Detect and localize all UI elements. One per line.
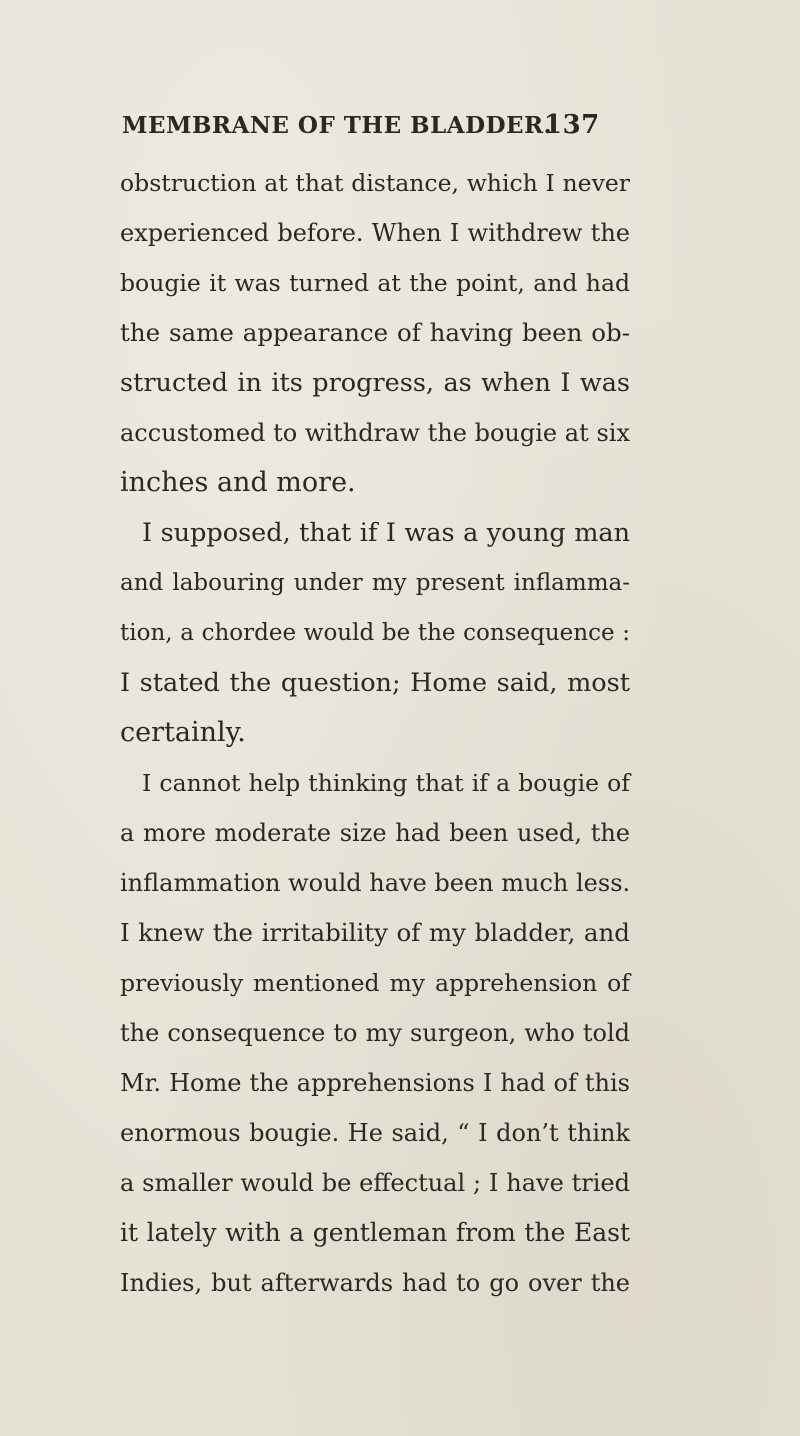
text-line: Mr. Home the apprehensions I had of this <box>120 1069 630 1097</box>
running-head <box>122 112 642 148</box>
running-title: MEMBRANE OF THE BLADDER. <box>122 112 553 139</box>
text-line: certainly. <box>120 717 246 748</box>
page-number: 137 <box>544 110 600 140</box>
text-line: enormous bougie. He said, “ I don’t think <box>120 1119 630 1147</box>
text-line: a smaller would be effectual ; I have tried <box>120 1169 630 1197</box>
text-line: I knew the irritability of my bladder, and <box>120 918 630 947</box>
text-line: structed in its progress, as when I was <box>120 368 630 398</box>
text-line: tion, a chordee would be the consequence : <box>120 620 630 646</box>
text-line: a more moderate size had been used, the <box>120 819 630 847</box>
text-line: and labouring under my present inflamma- <box>120 570 630 596</box>
text-line: obstruction at that distance, which I never <box>120 169 630 197</box>
text-line: inches and more. <box>120 467 356 498</box>
text-line: it lately with a gentleman from the East <box>120 1218 630 1247</box>
text-line: I stated the question; Home said, most <box>120 668 630 698</box>
text-line: the same appearance of having been ob- <box>120 318 630 347</box>
text-line: previously mentioned my apprehension of <box>120 969 630 997</box>
text-line: accustomed to withdraw the bougie at six <box>120 419 630 447</box>
body-text <box>120 158 630 1308</box>
text-line: bougie it was turned at the point, and had <box>120 269 630 297</box>
text-line: the consequence to my surgeon, who told <box>120 1019 630 1047</box>
text-line: I cannot help thinking that if a bougie of <box>142 769 630 797</box>
text-line: experienced before. When I withdrew the <box>120 219 630 247</box>
text-line: inflammation would have been much less. <box>120 869 631 897</box>
text-line: Indies, but afterwards had to go over the <box>120 1269 630 1297</box>
text-line: I supposed, that if I was a young man <box>142 518 630 548</box>
